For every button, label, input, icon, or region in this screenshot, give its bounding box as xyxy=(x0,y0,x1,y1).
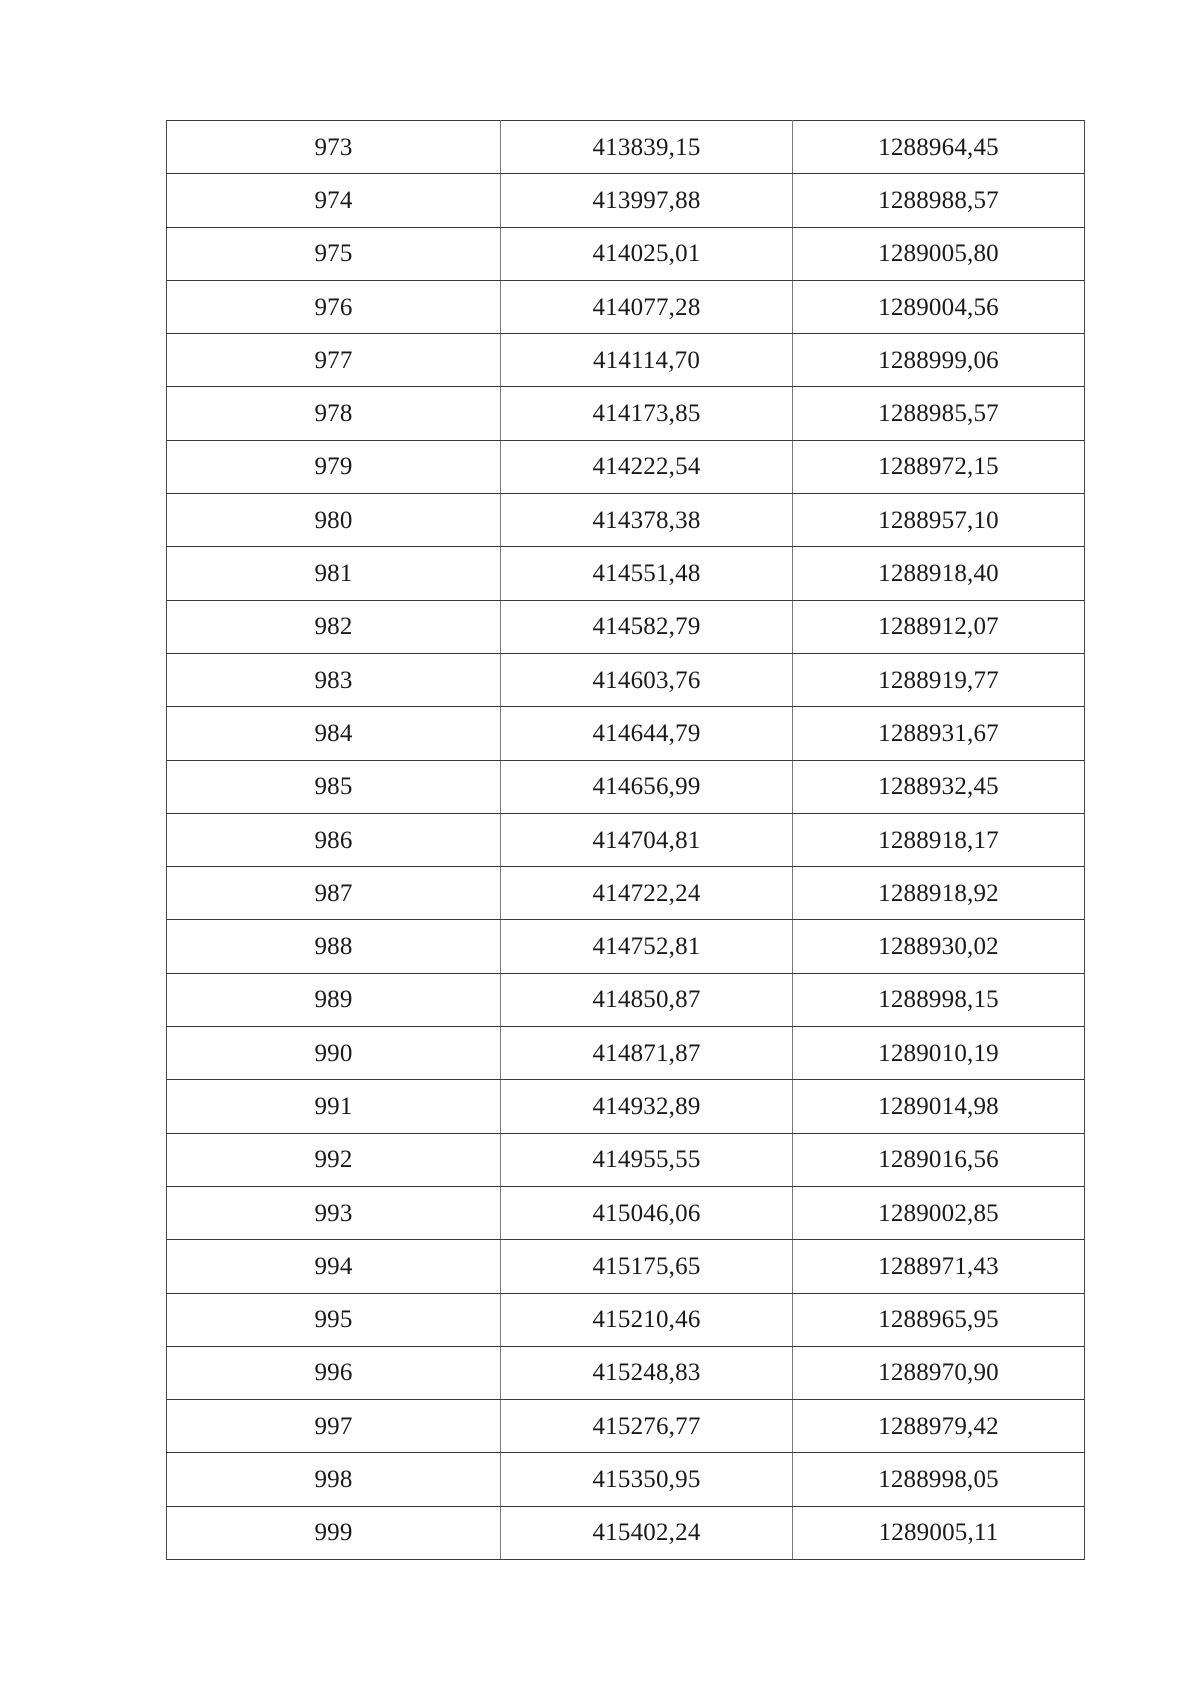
x-coordinate-cell: 414644,79 xyxy=(501,707,793,760)
table-row xyxy=(167,280,1085,333)
y-coordinate-cell: 1289010,19 xyxy=(793,1027,1085,1080)
y-coordinate-cell: 1288918,40 xyxy=(793,547,1085,600)
y-coordinate-cell: 1288965,95 xyxy=(793,1293,1085,1346)
y-coordinate-cell: 1288998,05 xyxy=(793,1453,1085,1506)
x-coordinate-cell: 415248,83 xyxy=(501,1346,793,1399)
x-coordinate-cell: 415210,46 xyxy=(501,1293,793,1346)
x-coordinate-cell: 415350,95 xyxy=(501,1453,793,1506)
table-row xyxy=(167,547,1085,600)
table-row xyxy=(167,600,1085,653)
x-coordinate-cell: 414752,81 xyxy=(501,920,793,973)
point-number-cell: 992 xyxy=(167,1133,501,1186)
y-coordinate-cell: 1289014,98 xyxy=(793,1080,1085,1133)
x-coordinate-cell: 414582,79 xyxy=(501,600,793,653)
table-row xyxy=(167,1186,1085,1239)
point-number-cell: 986 xyxy=(167,813,501,866)
table-row xyxy=(167,227,1085,280)
point-number-cell: 975 xyxy=(167,227,501,280)
x-coordinate-cell: 414551,48 xyxy=(501,547,793,600)
table-row xyxy=(167,1506,1085,1559)
y-coordinate-cell: 1289004,56 xyxy=(793,280,1085,333)
coordinates-table xyxy=(166,120,1085,1560)
x-coordinate-cell: 414025,01 xyxy=(501,227,793,280)
x-coordinate-cell: 414955,55 xyxy=(501,1133,793,1186)
y-coordinate-cell: 1288988,57 xyxy=(793,174,1085,227)
x-coordinate-cell: 414932,89 xyxy=(501,1080,793,1133)
y-coordinate-cell: 1288912,07 xyxy=(793,600,1085,653)
point-number-cell: 976 xyxy=(167,280,501,333)
point-number-cell: 988 xyxy=(167,920,501,973)
point-number-cell: 984 xyxy=(167,707,501,760)
point-number-cell: 987 xyxy=(167,867,501,920)
x-coordinate-cell: 415276,77 xyxy=(501,1400,793,1453)
y-coordinate-cell: 1288964,45 xyxy=(793,121,1085,174)
table-row xyxy=(167,760,1085,813)
table-row xyxy=(167,1400,1085,1453)
table-row xyxy=(167,1240,1085,1293)
point-number-cell: 978 xyxy=(167,387,501,440)
point-number-cell: 977 xyxy=(167,334,501,387)
table-row xyxy=(167,1080,1085,1133)
x-coordinate-cell: 414603,76 xyxy=(501,653,793,706)
point-number-cell: 980 xyxy=(167,494,501,547)
y-coordinate-cell: 1288971,43 xyxy=(793,1240,1085,1293)
y-coordinate-cell: 1289005,11 xyxy=(793,1506,1085,1559)
point-number-cell: 990 xyxy=(167,1027,501,1080)
table-row xyxy=(167,121,1085,174)
table-row xyxy=(167,440,1085,493)
point-number-cell: 983 xyxy=(167,653,501,706)
y-coordinate-cell: 1288972,15 xyxy=(793,440,1085,493)
x-coordinate-cell: 414173,85 xyxy=(501,387,793,440)
y-coordinate-cell: 1288985,57 xyxy=(793,387,1085,440)
y-coordinate-cell: 1288979,42 xyxy=(793,1400,1085,1453)
table-row xyxy=(167,387,1085,440)
point-number-cell: 996 xyxy=(167,1346,501,1399)
x-coordinate-cell: 414871,87 xyxy=(501,1027,793,1080)
point-number-cell: 979 xyxy=(167,440,501,493)
x-coordinate-cell: 414378,38 xyxy=(501,494,793,547)
point-number-cell: 974 xyxy=(167,174,501,227)
y-coordinate-cell: 1288919,77 xyxy=(793,653,1085,706)
y-coordinate-cell: 1288999,06 xyxy=(793,334,1085,387)
x-coordinate-cell: 415402,24 xyxy=(501,1506,793,1559)
y-coordinate-cell: 1288918,17 xyxy=(793,813,1085,866)
y-coordinate-cell: 1289002,85 xyxy=(793,1186,1085,1239)
point-number-cell: 991 xyxy=(167,1080,501,1133)
point-number-cell: 998 xyxy=(167,1453,501,1506)
table-row xyxy=(167,653,1085,706)
x-coordinate-cell: 414077,28 xyxy=(501,280,793,333)
y-coordinate-cell: 1289005,80 xyxy=(793,227,1085,280)
x-coordinate-cell: 414114,70 xyxy=(501,334,793,387)
y-coordinate-cell: 1288970,90 xyxy=(793,1346,1085,1399)
table-row xyxy=(167,1027,1085,1080)
y-coordinate-cell: 1288918,92 xyxy=(793,867,1085,920)
x-coordinate-cell: 414656,99 xyxy=(501,760,793,813)
point-number-cell: 994 xyxy=(167,1240,501,1293)
y-coordinate-cell: 1288932,45 xyxy=(793,760,1085,813)
point-number-cell: 999 xyxy=(167,1506,501,1559)
point-number-cell: 993 xyxy=(167,1186,501,1239)
y-coordinate-cell: 1288957,10 xyxy=(793,494,1085,547)
x-coordinate-cell: 413997,88 xyxy=(501,174,793,227)
point-number-cell: 981 xyxy=(167,547,501,600)
table-row xyxy=(167,813,1085,866)
y-coordinate-cell: 1288930,02 xyxy=(793,920,1085,973)
x-coordinate-cell: 414222,54 xyxy=(501,440,793,493)
point-number-cell: 997 xyxy=(167,1400,501,1453)
y-coordinate-cell: 1288931,67 xyxy=(793,707,1085,760)
coordinates-table-body xyxy=(167,121,1085,1560)
y-coordinate-cell: 1289016,56 xyxy=(793,1133,1085,1186)
table-row xyxy=(167,1133,1085,1186)
table-row xyxy=(167,1346,1085,1399)
table-row xyxy=(167,707,1085,760)
table-row xyxy=(167,494,1085,547)
point-number-cell: 973 xyxy=(167,121,501,174)
x-coordinate-cell: 414704,81 xyxy=(501,813,793,866)
table-row xyxy=(167,973,1085,1026)
table-row xyxy=(167,1293,1085,1346)
table-row xyxy=(167,920,1085,973)
table-row xyxy=(167,1453,1085,1506)
point-number-cell: 989 xyxy=(167,973,501,1026)
point-number-cell: 995 xyxy=(167,1293,501,1346)
table-row xyxy=(167,867,1085,920)
table-row xyxy=(167,174,1085,227)
point-number-cell: 985 xyxy=(167,760,501,813)
x-coordinate-cell: 414722,24 xyxy=(501,867,793,920)
x-coordinate-cell: 414850,87 xyxy=(501,973,793,1026)
x-coordinate-cell: 415046,06 xyxy=(501,1186,793,1239)
y-coordinate-cell: 1288998,15 xyxy=(793,973,1085,1026)
x-coordinate-cell: 415175,65 xyxy=(501,1240,793,1293)
x-coordinate-cell: 413839,15 xyxy=(501,121,793,174)
point-number-cell: 982 xyxy=(167,600,501,653)
table-row xyxy=(167,334,1085,387)
